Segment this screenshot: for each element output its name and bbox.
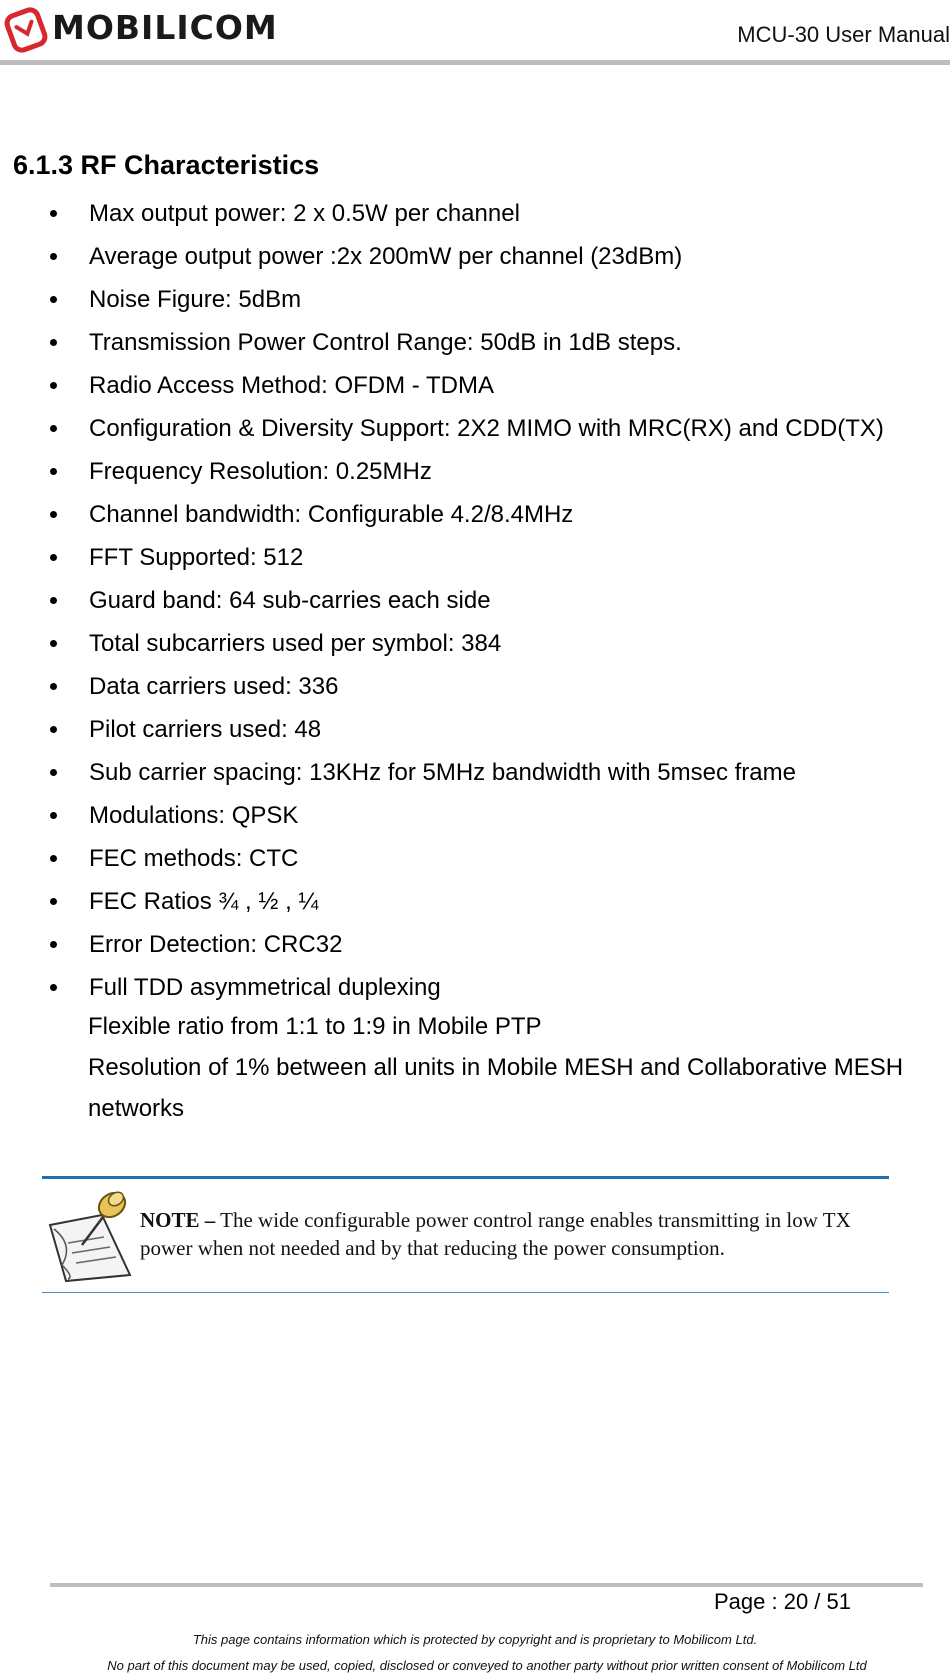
bullet-icon [50,296,57,303]
note-pin-icon [44,1185,140,1285]
bullet-icon [50,683,57,690]
note-top-rule [42,1176,889,1179]
detail-line: Flexible ratio from 1:1 to 1:9 in Mobile PTP [88,1013,542,1040]
bullet-icon [50,468,57,475]
list-item-text: FEC methods: CTC [89,845,299,872]
disclosure-notice: No part of this document may be used, copied, disclosed or conveyed to another party without prior written consent of Mobilicom Ltd [107,1658,867,1673]
list-item [0,794,950,837]
list-item [0,880,950,923]
bullet-icon [50,984,57,991]
list-item [0,966,950,1009]
header-divider [0,60,950,65]
bullet-icon [50,554,57,561]
list-item-text: Radio Access Method: OFDM - TDMA [89,372,494,399]
bullet-icon [50,425,57,432]
list-item [0,536,950,579]
page-header [0,0,950,62]
list-item [0,364,950,407]
list-item [0,923,950,966]
list-item-text: Max output power: 2 x 0.5W per channel [89,200,520,227]
list-item-text: Frequency Resolution: 0.25MHz [89,458,432,485]
list-item [0,751,950,794]
rf-characteristics-list [0,192,950,1009]
list-item-text: FFT Supported: 512 [89,544,304,571]
list-item-text: Transmission Power Control Range: 50dB in 1dB steps. [89,329,682,356]
list-item [0,579,950,622]
list-item-text: Modulations: QPSK [89,802,299,829]
note-callout [140,1206,890,1262]
bullet-icon [50,941,57,948]
list-item [0,665,950,708]
bullet-icon [50,769,57,776]
list-item-text: Data carriers used: 336 [89,673,339,700]
bullet-icon [50,382,57,389]
list-item [0,321,950,364]
list-item [0,837,950,880]
list-item [0,192,950,235]
detail-line: networks [88,1095,185,1122]
note-body: The wide configurable power control range enables transmitting in low TX power when not needed and by that reducing the power consumption. [140,1208,851,1260]
logo-mark-icon [2,4,52,56]
list-item [0,622,950,665]
list-item [0,235,950,278]
copyright-notice: This page contains information which is protected by copyright and is proprietary to Mobilicom Ltd. [192,1632,758,1647]
bullet-icon [50,640,57,647]
document-title: MCU-30 User Manual [737,22,950,47]
list-item [0,493,950,536]
bullet-icon [50,726,57,733]
page-number: Page : 20 / 51 [714,1589,851,1614]
duplexing-details [88,1006,948,1129]
mobilicom-logo [2,4,292,56]
list-item-text: Average output power :2x 200mW per channel (23dBm) [89,243,683,270]
detail-line: Resolution of 1% between all units in Mobile MESH and Collaborative MESH [88,1054,904,1081]
list-item [0,278,950,321]
list-item-text: Configuration & Diversity Support: 2X2 MIMO with MRC(RX) and CDD(TX) [89,415,884,442]
bullet-icon [50,511,57,518]
list-item [0,708,950,751]
bullet-icon [50,855,57,862]
list-item [0,407,950,450]
bullet-icon [50,339,57,346]
list-item-text: Guard band: 64 sub-carries each side [89,587,491,614]
bullet-icon [50,898,57,905]
note-label: NOTE – [140,1208,216,1232]
bullet-icon [50,597,57,604]
bullet-icon [50,812,57,819]
list-item-text: Error Detection: CRC32 [89,931,343,958]
section-heading: 6.1.3 RF Characteristics [13,150,320,180]
note-bottom-rule [42,1292,889,1293]
bullet-icon [50,253,57,260]
list-item-text: Channel bandwidth: Configurable 4.2/8.4MHz [89,501,574,528]
list-item [0,450,950,493]
brand-name: MOBILICOM [52,8,278,47]
list-item-text: Sub carrier spacing: 13KHz for 5MHz bandwidth with 5msec frame [89,759,796,786]
list-item-text: Full TDD asymmetrical duplexing [89,974,441,1001]
list-item-text: FEC Ratios ¾ , ½ , ¼ [89,888,319,915]
footer-divider [50,1583,923,1587]
list-item-text: Total subcarriers used per symbol: 384 [89,630,502,657]
bullet-icon [50,210,57,217]
list-item-text: Noise Figure: 5dBm [89,286,302,313]
list-item-text: Pilot carriers used: 48 [89,716,322,743]
